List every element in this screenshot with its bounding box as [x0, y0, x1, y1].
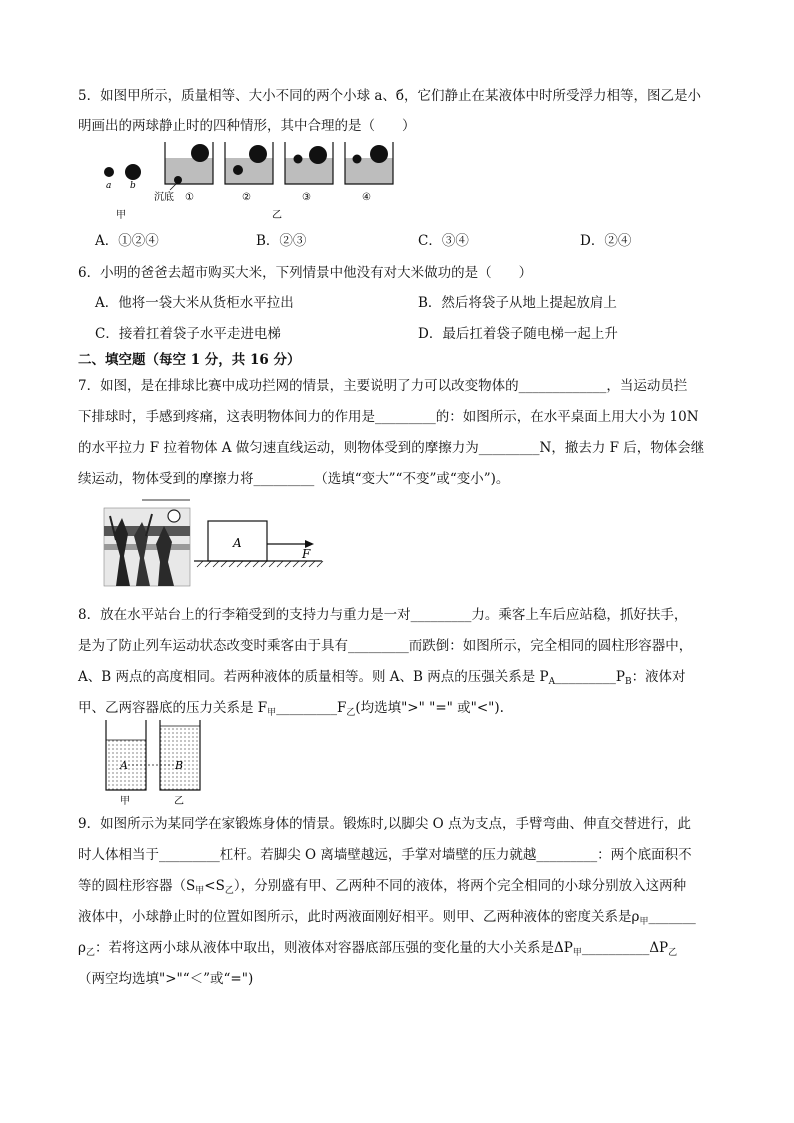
q5-label-1: ① — [185, 192, 194, 203]
q5-option-b[interactable]: B．②③ — [256, 233, 307, 249]
q5-label-a: a — [106, 181, 112, 191]
q5-option-c[interactable]: C．③④ — [418, 233, 469, 249]
q9-line1: 9．如图所示为某同学在家锻炼身体的情景。锻炼时,以脚尖 O 点为支点，手臂弯曲、伸直交替进行，此 — [78, 816, 692, 832]
q5-option-d[interactable]: D．②④ — [580, 233, 632, 249]
q7-block-label: A — [233, 536, 242, 550]
q7-line2: 下排球时，手感到疼痛，这表明物体间力的作用是_________的：如图所示，在水平桌面上用大小为 10N — [78, 409, 699, 425]
q8-point-b: B — [175, 759, 184, 772]
q5-stem-line1: 5．如图甲所示，质量相等、大小不同的两个小球 a、б，它们静止在某液体中时所受浮力相等，图乙是小 — [78, 88, 702, 104]
q5-figure — [96, 138, 406, 222]
q5-label-sink: 沉底 — [154, 192, 174, 203]
q8-point-a: A — [120, 759, 128, 772]
q5-label-b: b — [130, 181, 136, 191]
q6-option-a[interactable]: A．他将一袋大米从货柜水平拉出 — [95, 295, 294, 311]
q5-label-3: ③ — [302, 192, 311, 203]
q6-option-b[interactable]: B．然后将袋子从地上提起放肩上 — [418, 295, 617, 311]
q9-line2: 时人体相当于_________杠杆。若脚尖 O 离墙壁越远，手掌对墙壁的压力就越_________：两个底面积不 — [78, 847, 692, 863]
q8-line3: A、B 两点的高度相同。若两种液体的质量相等。则 A、B 两点的压强关系是 $P_A\_\_\_\_\_\_\_\_\_P_B$：液体对 — [78, 669, 686, 687]
q9-line4: 液体中，小球静止时的位置如图所示，此时两液面刚好相平。则甲、乙两种液体的密度关系是$\rho_甲\_\_\_\_\_\_\_$ — [78, 909, 696, 927]
q9-line6: （两空均选填">"“＜”或“=") — [78, 971, 254, 987]
q8-caption-jia: 甲 — [120, 796, 130, 807]
q9-line3: 等的圆柱形容器$(S_甲<S_乙)$，分别盛有甲、乙两种不同的液体，将两个完全相同的小球分别放入这两种 — [78, 878, 687, 896]
q6-stem: 6．小明的爸爸去超市购买大米，下列情景中他没有对大米做功的是（ ） — [78, 265, 533, 281]
q7-line4: 续运动，物体受到的摩擦力将_________（选填“变大”“不变”或“变小”)。 — [78, 471, 510, 487]
q6-option-d[interactable]: D．最后扛着袋子随电梯一起上升 — [418, 326, 618, 342]
q9-line5: $\rho_乙$：若将这两小球从液体中取出，则液体对容器底部压强的变化量的大小关系是$\Delta P_甲\_\_\_\_\_\_\_\_\_\_\Delta P_乙$ — [78, 940, 678, 958]
q5-option-a[interactable]: A．①②④ — [95, 233, 159, 249]
q7-figure — [102, 496, 327, 588]
q5-label-2: ② — [242, 192, 251, 203]
q5-label-4: ④ — [362, 192, 371, 203]
q5-caption-jia: 甲 — [116, 210, 126, 221]
q5-stem-line2: 明画出的两球静止时的四种情形，其中合理的是（ ） — [78, 118, 416, 134]
q8-line2: 是为了防止列车运动状态改变时乘客由于具有_________而跌倒：如图所示，完全相同的圆柱形容器中， — [78, 638, 693, 654]
q7-line3: 的水平拉力 F 拉着物体 A 做匀速直线运动，则物体受到的摩擦力为_________N，撤去力 F 后，物体会继 — [78, 440, 705, 456]
q8-caption-yi: 乙 — [174, 796, 184, 807]
section-title-fill-in: 二、填空题（每空 1 分，共 16 分） — [78, 352, 301, 368]
q6-option-c[interactable]: C．接着扛着袋子水平走进电梯 — [95, 326, 281, 342]
q7-line1: 7．如图，是在排球比赛中成功拦网的情景，主要说明了力可以改变物体的_____________，当运动员拦 — [78, 378, 688, 394]
q7-force-label: F — [302, 547, 311, 561]
q8-figure — [100, 716, 210, 808]
q8-line1: 8．放在水平站台上的行李箱受到的支持力与重力是一对_________力。乘客上车后应站稳，抓好扶手， — [78, 607, 688, 623]
q5-caption-yi: 乙 — [272, 210, 282, 221]
q8-line4: 甲、乙两容器底的压力关系是 $F_甲\_\_\_\_\_\_\_\_\_F_乙$(均选填">" "=" 或"<"). — [78, 700, 504, 718]
